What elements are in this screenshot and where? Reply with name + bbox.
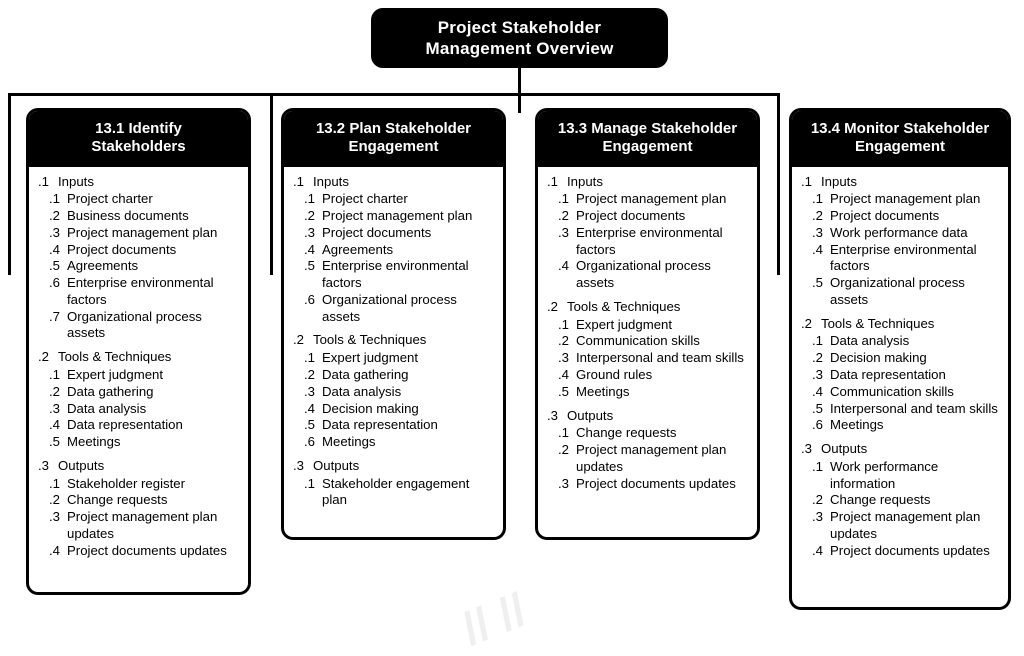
process-item-number: .3 (49, 400, 60, 416)
overview-title-line2: Management Overview (425, 39, 614, 58)
process-item-text: Change requests (830, 492, 931, 508)
process-group-label: Tools & Techniques (58, 349, 172, 365)
process-item-text: Agreements (322, 241, 394, 257)
process-group-label: Inputs (567, 173, 603, 189)
process-item-number: .5 (49, 258, 60, 274)
overview-title-box (371, 8, 668, 68)
process-item-text: Data representation (67, 417, 183, 433)
process-item-number: .2 (558, 442, 569, 458)
process-item-text: Project charter (322, 191, 408, 207)
connector-title-stub (518, 68, 521, 95)
process-item (801, 225, 1000, 242)
process-item-number: .4 (304, 400, 315, 416)
connector-drop-13-1 (8, 93, 11, 275)
process-group (801, 441, 1000, 559)
process-item-number: .4 (49, 241, 60, 257)
process-group-title (547, 408, 749, 425)
process-item-text: Project documents updates (576, 475, 736, 491)
process-item-text: Organizational process assets (322, 291, 457, 324)
process-item-text: Communication skills (830, 383, 954, 399)
connector-drop-13-3 (518, 93, 521, 113)
process-item-list (547, 317, 749, 401)
process-item (547, 442, 749, 476)
process-item-text: Decision making (830, 350, 927, 366)
process-item-text: Data gathering (322, 367, 409, 383)
process-item-number: .1 (49, 191, 60, 207)
process-item (38, 225, 240, 242)
process-item-number: .1 (49, 475, 60, 491)
process-group-number: .1 (801, 173, 812, 189)
process-header-13-4 (792, 111, 1008, 167)
process-item-text: Organizational process assets (830, 275, 965, 307)
process-item (293, 417, 495, 434)
process-item-list (801, 333, 1000, 434)
process-item-number: .3 (304, 383, 315, 399)
process-header-line2: Stakeholders (91, 138, 186, 156)
process-item-text: Stakeholder register (67, 475, 186, 491)
process-item-number: .4 (558, 258, 569, 274)
process-item (38, 492, 240, 509)
process-header-13-2 (284, 111, 503, 167)
process-item (38, 275, 240, 309)
process-item (293, 384, 495, 401)
process-item (547, 191, 749, 208)
process-item-text: Organizational process assets (67, 308, 202, 341)
process-group-title (547, 299, 749, 316)
process-item (293, 367, 495, 384)
process-group (38, 174, 240, 343)
process-group-title (38, 174, 240, 191)
process-item-text: Project management plan (576, 191, 727, 207)
process-item-text: Project documents updates (830, 542, 990, 558)
process-item-number: .3 (558, 475, 569, 491)
process-item-number: .1 (812, 333, 823, 349)
process-item (38, 309, 240, 343)
process-item-number: .6 (49, 275, 60, 291)
process-item-number: .5 (812, 400, 823, 416)
process-body-13-2 (284, 167, 503, 518)
process-item-text: Data representation (322, 417, 438, 433)
process-item-text: Enterprise environmental factors (322, 258, 469, 291)
process-item-text: Project management plan (67, 224, 218, 240)
process-group (801, 174, 1000, 309)
process-item-list (547, 191, 749, 292)
process-item-text: Change requests (67, 492, 168, 508)
process-item-number: .5 (304, 417, 315, 433)
process-item-number: .5 (49, 434, 60, 450)
process-group (547, 174, 749, 292)
process-item-number: .1 (49, 367, 60, 383)
process-group (38, 458, 240, 560)
process-item-number: .1 (812, 191, 823, 207)
process-item-text: Enterprise environmental factors (576, 224, 723, 257)
process-item-number: .5 (812, 275, 823, 291)
process-item-text: Project management plan (322, 208, 473, 224)
process-group-title (801, 316, 1000, 333)
process-header-line1: 13.1 Identify (95, 120, 182, 137)
process-item (38, 384, 240, 401)
process-group-label: Outputs (567, 407, 614, 423)
process-item-number: .4 (812, 542, 823, 558)
process-group-label: Outputs (313, 457, 360, 473)
process-item (547, 333, 749, 350)
process-item-number: .4 (558, 367, 569, 383)
process-item-number: .1 (304, 475, 315, 491)
process-item (38, 509, 240, 543)
process-group-label: Tools & Techniques (821, 315, 935, 331)
process-item-text: Interpersonal and team skills (576, 350, 744, 366)
process-group (801, 316, 1000, 434)
process-group-number: .1 (293, 173, 304, 189)
process-header-13-3 (538, 111, 757, 167)
process-item (547, 317, 749, 334)
process-group (293, 458, 495, 509)
process-item-number: .2 (558, 208, 569, 224)
process-group (547, 299, 749, 401)
process-item (547, 350, 749, 367)
process-item-number: .1 (812, 458, 823, 474)
process-group-number: .3 (801, 441, 812, 457)
process-item-number: .3 (558, 350, 569, 366)
process-item-text: Stakeholder engagement plan (322, 475, 470, 508)
process-header-line1: 13.3 Manage Stakeholder (557, 120, 738, 137)
process-item-number: .2 (304, 367, 315, 383)
process-item-number: .6 (304, 434, 315, 450)
process-item (547, 208, 749, 225)
process-item-list (38, 367, 240, 451)
process-group-number: .3 (547, 407, 558, 423)
process-item (38, 242, 240, 259)
process-item-number: .3 (304, 224, 315, 240)
process-group (38, 349, 240, 451)
process-item-text: Project documents (576, 208, 686, 224)
process-item-number: .2 (812, 492, 823, 508)
process-item-text: Project management plan (830, 191, 981, 207)
process-item-text: Project documents (322, 224, 432, 240)
process-item (38, 543, 240, 560)
process-item-text: Agreements (67, 258, 139, 274)
process-group (547, 408, 749, 493)
process-item (801, 543, 1000, 560)
process-item (293, 476, 495, 510)
process-item (38, 191, 240, 208)
process-item-list (801, 459, 1000, 560)
connector-horizontal-bus (8, 93, 780, 96)
process-item-text: Data representation (830, 367, 946, 383)
process-header-line1: 13.4 Monitor Stakeholder (810, 120, 990, 137)
process-box-13-2[interactable] (281, 108, 506, 540)
process-header-line1: 13.2 Plan Stakeholder (315, 120, 472, 137)
process-item-text: Ground rules (576, 367, 653, 383)
process-item-text: Project charter (67, 191, 153, 207)
process-item-list (293, 191, 495, 325)
process-item-number: .5 (304, 258, 315, 274)
process-group (293, 174, 495, 326)
process-item-number: .3 (558, 224, 569, 240)
process-item-number: .1 (558, 316, 569, 332)
process-item-text: Enterprise environmental factors (830, 241, 977, 274)
process-item-text: Project documents (830, 208, 940, 224)
process-group-title (293, 332, 495, 349)
process-item (38, 476, 240, 493)
process-item (547, 425, 749, 442)
process-item-text: Work performance data (830, 224, 968, 240)
process-item-number: .1 (558, 425, 569, 441)
process-item-text: Expert judgment (67, 367, 164, 383)
process-item-number: .3 (812, 367, 823, 383)
connector-drop-13-2 (270, 93, 273, 275)
process-item-list (293, 476, 495, 510)
process-item-number: .2 (812, 350, 823, 366)
process-header-13-1 (29, 111, 248, 167)
process-item (38, 258, 240, 275)
process-item (547, 476, 749, 493)
process-item-number: .2 (558, 333, 569, 349)
process-group-number: .2 (547, 298, 558, 314)
process-item-list (38, 191, 240, 342)
process-item (547, 258, 749, 292)
process-item-text: Decision making (322, 400, 419, 416)
process-item-text: Project documents (67, 241, 177, 257)
process-group-title (801, 441, 1000, 458)
process-item-text: Change requests (576, 425, 677, 441)
process-item-text: Communication skills (576, 333, 700, 349)
process-group-number: .3 (293, 457, 304, 473)
process-item-list (801, 191, 1000, 308)
process-item-number: .2 (49, 383, 60, 399)
process-box-13-1[interactable] (26, 108, 251, 595)
process-body-13-3 (538, 167, 757, 501)
process-item (801, 242, 1000, 276)
process-item-text: Meetings (576, 383, 630, 399)
process-header-line2: Engagement (602, 138, 693, 156)
process-item-number: .2 (49, 208, 60, 224)
process-item (547, 384, 749, 401)
process-header-line2: Engagement (854, 138, 945, 156)
process-item (801, 367, 1000, 384)
process-item (38, 434, 240, 451)
process-item (547, 225, 749, 259)
process-group-title (38, 458, 240, 475)
process-item (293, 191, 495, 208)
process-group-title (38, 349, 240, 366)
process-group-label: Inputs (313, 173, 349, 189)
process-item (801, 350, 1000, 367)
process-item-text: Data analysis (830, 333, 910, 349)
process-item (293, 258, 495, 292)
process-item (293, 242, 495, 259)
process-item (801, 401, 1000, 418)
process-item (38, 401, 240, 418)
process-group-number: .1 (547, 173, 558, 189)
process-group (293, 332, 495, 450)
process-item-number: .3 (812, 224, 823, 240)
process-item (801, 275, 1000, 309)
process-item-number: .4 (812, 383, 823, 399)
process-item (293, 208, 495, 225)
process-item-number: .1 (304, 350, 315, 366)
process-group-label: Outputs (58, 457, 105, 473)
process-item (293, 350, 495, 367)
process-group-title (293, 174, 495, 191)
process-item-number: .7 (49, 308, 60, 324)
process-item (547, 367, 749, 384)
process-item-text: Project management plan updates (576, 442, 727, 474)
process-item-list (547, 425, 749, 492)
process-item-number: .1 (304, 191, 315, 207)
process-item (801, 384, 1000, 401)
process-header-line2: Engagement (348, 138, 439, 156)
process-item-number: .2 (49, 492, 60, 508)
process-item-number: .3 (812, 509, 823, 525)
process-item-text: Interpersonal and team skills (830, 400, 998, 416)
process-item-number: .5 (558, 383, 569, 399)
process-group-label: Tools & Techniques (313, 332, 427, 348)
process-item (293, 292, 495, 326)
process-item-text: Data analysis (322, 383, 402, 399)
process-item (801, 208, 1000, 225)
process-item (38, 367, 240, 384)
process-item (293, 225, 495, 242)
process-item-number: .4 (304, 241, 315, 257)
process-group-label: Inputs (58, 173, 94, 189)
process-box-13-3[interactable] (535, 108, 760, 540)
process-item-number: .2 (812, 208, 823, 224)
process-item-number: .3 (49, 224, 60, 240)
process-item (801, 191, 1000, 208)
process-item (801, 333, 1000, 350)
process-group-title (547, 174, 749, 191)
process-body-13-1 (29, 167, 248, 568)
process-item-text: Project management plan updates (830, 509, 981, 541)
process-item-number: .4 (49, 542, 60, 558)
process-item (38, 417, 240, 434)
process-item-number: .6 (304, 291, 315, 307)
process-item-list (38, 476, 240, 560)
process-item-number: .6 (812, 417, 823, 433)
process-item-text: Meetings (67, 434, 121, 450)
process-item-text: Meetings (830, 417, 884, 433)
process-group-label: Tools & Techniques (567, 298, 681, 314)
process-group-label: Outputs (821, 441, 868, 457)
connector-drop-13-4 (777, 93, 780, 275)
process-group-label: Inputs (821, 173, 857, 189)
process-group-number: .3 (38, 457, 49, 473)
process-group-number: .2 (801, 315, 812, 331)
process-item-text: Meetings (322, 434, 376, 450)
process-item-text: Data analysis (67, 400, 147, 416)
process-item-text: Enterprise environmental factors (67, 275, 214, 307)
process-item-text: Expert judgment (322, 350, 419, 366)
process-group-title (293, 458, 495, 475)
process-item (801, 509, 1000, 543)
process-item-text: Project documents updates (67, 542, 227, 558)
process-item (801, 492, 1000, 509)
process-group-number: .2 (38, 349, 49, 365)
process-item (293, 401, 495, 418)
process-item-number: .2 (304, 208, 315, 224)
process-item-number: .4 (812, 241, 823, 257)
process-group-title (801, 174, 1000, 191)
process-item-list (293, 350, 495, 451)
process-item (801, 417, 1000, 434)
process-group-number: .2 (293, 332, 304, 348)
process-item (293, 434, 495, 451)
process-item (801, 459, 1000, 493)
process-item-text: Business documents (67, 208, 189, 224)
process-item-text: Data gathering (67, 383, 154, 399)
process-item-text: Organizational process assets (576, 258, 711, 291)
process-item (38, 208, 240, 225)
process-item-text: Expert judgment (576, 316, 673, 332)
process-box-13-4[interactable] (789, 108, 1011, 610)
process-item-number: .3 (49, 509, 60, 525)
process-body-13-4 (792, 167, 1008, 568)
process-item-text: Work performance information (830, 458, 939, 491)
process-item-number: .1 (558, 191, 569, 207)
process-group-number: .1 (38, 173, 49, 189)
overview-title-line1: Project Stakeholder (437, 17, 602, 37)
process-item-text: Project management plan updates (67, 509, 218, 541)
watermark-mark-2: // // (454, 582, 534, 656)
process-item-number: .4 (49, 417, 60, 433)
